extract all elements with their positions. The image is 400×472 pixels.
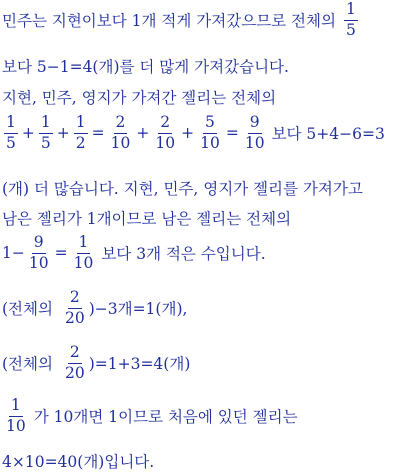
line-4-tail: 보다 5+4−6=3 [271, 125, 385, 143]
fraction-1-10-b: $\frac{1}{10}$ [6, 396, 26, 435]
fraction-c: $\frac{1}{2}$ [75, 113, 86, 152]
line-2-text: 보다 5−1=4(개)를 더 많게 가져갔습니다. [2, 58, 289, 76]
line-6 [2, 207, 291, 229]
line-5 [2, 177, 363, 199]
fraction-2-20-b: $\frac{2}{20}$ [64, 343, 85, 382]
fraction-f: $\frac{5}{10}$ [200, 113, 220, 152]
line-1 [2, 2, 360, 38]
line-3-text: 지현, 민주, 영지가 가져간 젤리는 전체의 [2, 89, 277, 107]
fraction-2-20: $\frac{2}{20}$ [64, 288, 85, 327]
line-10: $\frac{1}{10}$ 가 10개면 1이므로 처음에 있던 젤리는 [6, 396, 298, 435]
fraction-b: $\frac{1}{5}$ [40, 113, 51, 152]
line-4-equation: $\frac{1}{5}$ + $\frac{1}{5}$ + $\frac{1}{2}$ = $\frac{2}{10}$ + $\frac{2}{10}$ + $\frac{5}{10}$ = $\frac{9}{10}$ 보다 5+4−6=3 [6, 113, 385, 152]
line-11 [2, 450, 154, 472]
fraction-9-10: $\frac{9}{10}$ [28, 233, 49, 272]
line-6-text: 남은 젤리가 1개이므로 남은 젤리는 전체의 [2, 210, 292, 228]
line-8-equation: (전체의 $\frac{2}{20}$ )−3개=1(개), [2, 288, 188, 327]
fraction-d: $\frac{2}{10}$ [110, 113, 131, 152]
line-11-text: 4×10=40(개)입니다. [2, 453, 155, 471]
line-3 [2, 86, 276, 108]
line-2 [2, 55, 289, 77]
line-9-equation: (전체의 $\frac{2}{20}$ )=1+3=4(개) [2, 343, 191, 382]
fraction-1-5: $\frac{1}{5}$ [345, 0, 356, 39]
fraction-a: $\frac{1}{5}$ [6, 113, 16, 152]
fraction-g: $\frac{9}{10}$ [244, 113, 265, 152]
line-1-text: 민주는 지현이보다 1개 적게 가져갔으므로 전체의 [2, 12, 336, 30]
line-7-equation: 1− $\frac{9}{10}$ = $\frac{1}{10}$ 보다 3개 적은 수입니다. [2, 233, 266, 272]
fraction-1-10: $\frac{1}{10}$ [73, 233, 94, 272]
fraction-e: $\frac{2}{10}$ [155, 113, 176, 152]
line-5-text: (개) 더 많습니다. 지현, 민주, 영지가 젤리를 가져가고 [2, 180, 363, 198]
